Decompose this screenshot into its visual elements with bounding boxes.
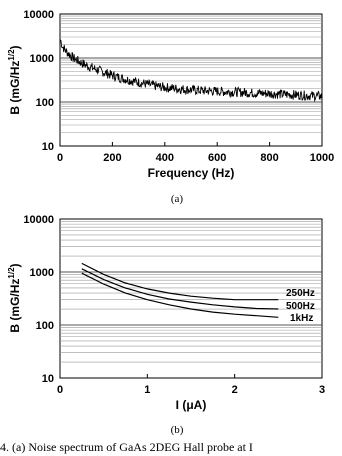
y-axis-label-b-close: ) — [8, 263, 22, 268]
y-tick-label: 10000 — [23, 214, 54, 226]
x-tick-label: 2 — [231, 384, 238, 396]
panel-label-b: (b) — [170, 424, 184, 436]
grid-a — [60, 16, 322, 133]
x-tick-label: 400 — [155, 152, 174, 164]
y-axis-label-a-main: B (mG/Hz — [8, 60, 22, 115]
x-tick-label: 1 — [144, 384, 151, 396]
y-axis-label-b — [7, 263, 22, 332]
x-tick-label: 0 — [56, 384, 64, 396]
ticks-b — [23, 214, 325, 396]
x-tick-label: 800 — [260, 152, 279, 164]
chart-a — [7, 9, 334, 205]
y-tick-label: 100 — [35, 97, 54, 109]
series-label: 500Hz — [286, 301, 315, 312]
y-tick-label: 10000 — [23, 9, 54, 21]
series-line — [61, 40, 323, 101]
y-tick-label: 10 — [41, 373, 54, 385]
y-tick-label: 1000 — [29, 267, 54, 279]
y-axis-label-b-main: B (mG/Hz — [8, 278, 22, 333]
x-axis-label-b: I (μA) — [175, 398, 207, 412]
x-tick-label: 3 — [318, 384, 326, 396]
y-axis-label-a — [7, 45, 22, 114]
series-label: 250Hz — [286, 288, 315, 299]
y-axis-label-a-close: ) — [8, 45, 22, 50]
series-line — [82, 273, 278, 317]
panel-label-a: (a) — [170, 193, 184, 205]
series-line — [82, 263, 278, 299]
x-axis-label-a: Frequency (Hz) — [147, 166, 235, 180]
plot-area-b — [60, 219, 322, 378]
y-axis-label-b-sup: 1/2 — [7, 267, 16, 279]
series-line — [82, 269, 278, 309]
series-label: 1kHz — [290, 313, 314, 324]
y-axis-label-a-sup: 1/2 — [7, 49, 16, 61]
x-tick-label: 1000 — [309, 152, 335, 164]
plot-area-a — [60, 14, 322, 146]
ticks-a — [23, 9, 334, 164]
x-tick-label: 600 — [208, 152, 227, 164]
series-a — [61, 40, 323, 101]
x-tick-label: 0 — [56, 152, 64, 164]
figure-caption: 4. (a) Noise spectrum of GaAs 2DEG Hall probe at I — [0, 440, 253, 454]
y-tick-label: 1000 — [29, 53, 54, 65]
chart-b — [7, 214, 325, 436]
grid-b — [60, 221, 322, 362]
y-tick-label: 100 — [35, 320, 54, 332]
x-tick-label: 200 — [103, 152, 122, 164]
y-tick-label: 10 — [41, 141, 54, 153]
